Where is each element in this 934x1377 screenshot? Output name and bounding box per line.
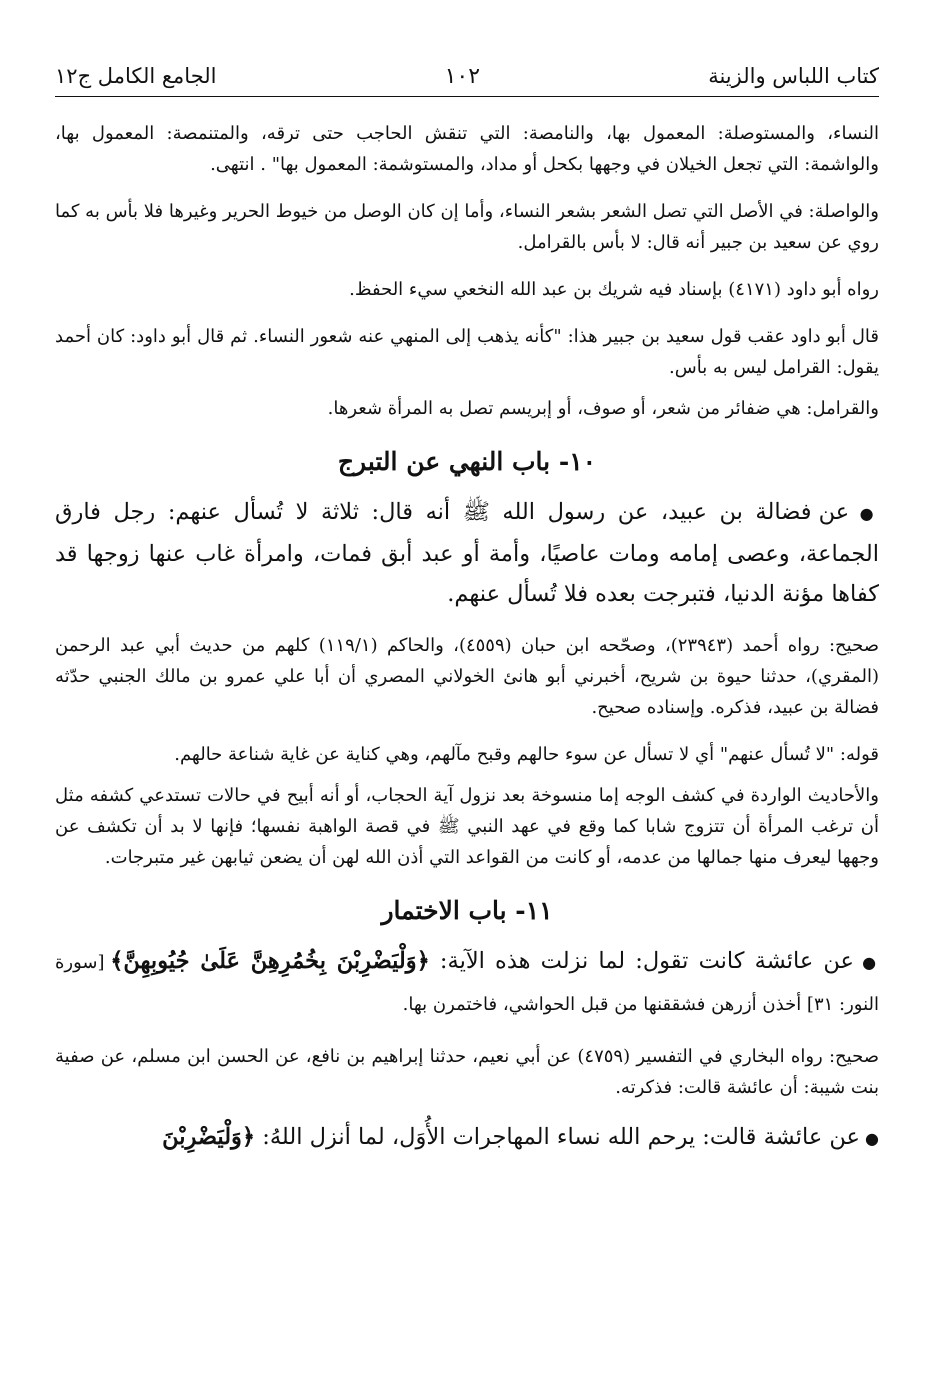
quran-verse: ﴿وَلْيَضْرِبْنَ بِخُمُرِهِنَّ عَلَىٰ جُيُوبِهِنَّ﴾ — [110, 948, 430, 974]
quran-verse: ﴿وَلْيَضْرِبْنَ — [162, 1124, 256, 1150]
takhrij-note: صحيح: رواه أحمد (٢٣٩٤٣)، وصحّحه ابن حبان (٤٥٥٩)، والحاكم (١١٩/١) كلهم من حديث أبي عبد الرحمن (المقري)، حدثنا حيوة بن شريح، أخبرني أبو هانئ الخولاني المصري أن أبا علي عمرو بن مالك الجنبي حدّثه فضالة بن عبيد، فذكره. وإسناده صحيح. — [55, 635, 879, 718]
page-number: ١٠٢ — [444, 63, 481, 89]
paragraph: والقرامل: هي ضفائر من شعر، أو صوف، أو إبريسم تصل به المرأة شعرها. — [327, 398, 879, 419]
paragraph: رواه أبو داود (٤١٧١) بإسناد فيه شريك بن عبد الله النخعي سيء الحفظ. — [349, 279, 879, 300]
page-body — [55, 118, 879, 1159]
book-volume-title: الجامع الكامل ج١٢ — [55, 64, 217, 88]
explanation-note: قوله: "لا تُسأل عنهم" أي لا تسأل عن سوء حالهم وقبح مآلهم، وهي كناية عن غاية شناعة حالهم. — [174, 744, 879, 765]
hadith-text: ● عن فضالة بن عبيد، عن رسول الله ﷺ أنه قال: ثلاثة لا تُسأل عنهم: رجل فارق الجماعة، وعصى إمامه ومات عاصيًا، وأمة أو عبد أبق فمات، وامرأة غاب عنها زوجها قد كفاها مؤنة الدنيا، فتبرجت بعده فلا تُسأل عنهم. — [55, 492, 879, 614]
section-heading: ١٠- باب النهي عن التبرج — [337, 447, 597, 476]
paragraph: النساء، والمستوصلة: المعمول بها، والنامصة: التي تنقش الحاجب حتى ترقه، والمتنمصة: المعمول بها، والواشمة: التي تجعل الخيلان في وجهها بكحل أو مداد، والمستوشمة: المعمول بها" . انتهى. — [55, 123, 879, 175]
paragraph: قال أبو داود عقب قول سعيد بن جبير هذا: "كأنه يذهب إلى المنهي عنه شعور النساء. ثم قال أبو داود: كان أحمد يقول: القرامل ليس به بأس. — [55, 326, 879, 378]
explanation-note: والأحاديث الواردة في كشف الوجه إما منسوخة بعد نزول آية الحجاب، أو أنه أبيح في حالات تستدعي كشفه مثل أن ترغب المرأة أن تتزوج شابا كما وقع في عهد النبي ﷺ في قصة الواهبة نفسها؛ فإنها لا بد أن تكشف عن وجهها ليعرف منها جمالها من عدمه، أو كانت من القواعد التي أذن الله لهن أن يضعن ثيابهن غير متبرجات. — [55, 785, 880, 868]
hadith-text: ● عن عائشة قالت: يرحم الله نساء المهاجرات الأُوَل، لما أنزل اللهُ: ﴿وَلْيَضْرِبْنَ — [55, 1117, 879, 1159]
running-header — [55, 56, 879, 97]
takhrij-note: صحيح: رواه البخاري في التفسير (٤٧٥٩) عن أبي نعيم، حدثنا إبراهيم بن نافع، عن الحسن ابن مسلم، عن صفية بنت شيبة: أن عائشة قالت: فذكرته. — [55, 1046, 879, 1098]
book-chapter-title: كتاب اللباس والزينة — [708, 64, 879, 88]
hadith-text: ● عن عائشة كانت تقول: لما نزلت هذه الآية: ﴿وَلْيَضْرِبْنَ بِخُمُرِهِنَّ عَلَىٰ جُيُوبِهِنَّ﴾ [سورة النور: ٣١] أخذن أزرهن فشققنها من قبل الحواشي، فاختمرن بها. — [55, 941, 879, 1025]
paragraph: والواصلة: في الأصل التي تصل الشعر بشعر النساء، وأما إن كان الوصل من خيوط الحرير وغيرها فلا بأس به كما روي عن سعيد بن جبير أنه قال: لا بأس بالقرامل. — [55, 201, 879, 253]
section-heading: ١١- باب الاختمار — [381, 896, 553, 925]
